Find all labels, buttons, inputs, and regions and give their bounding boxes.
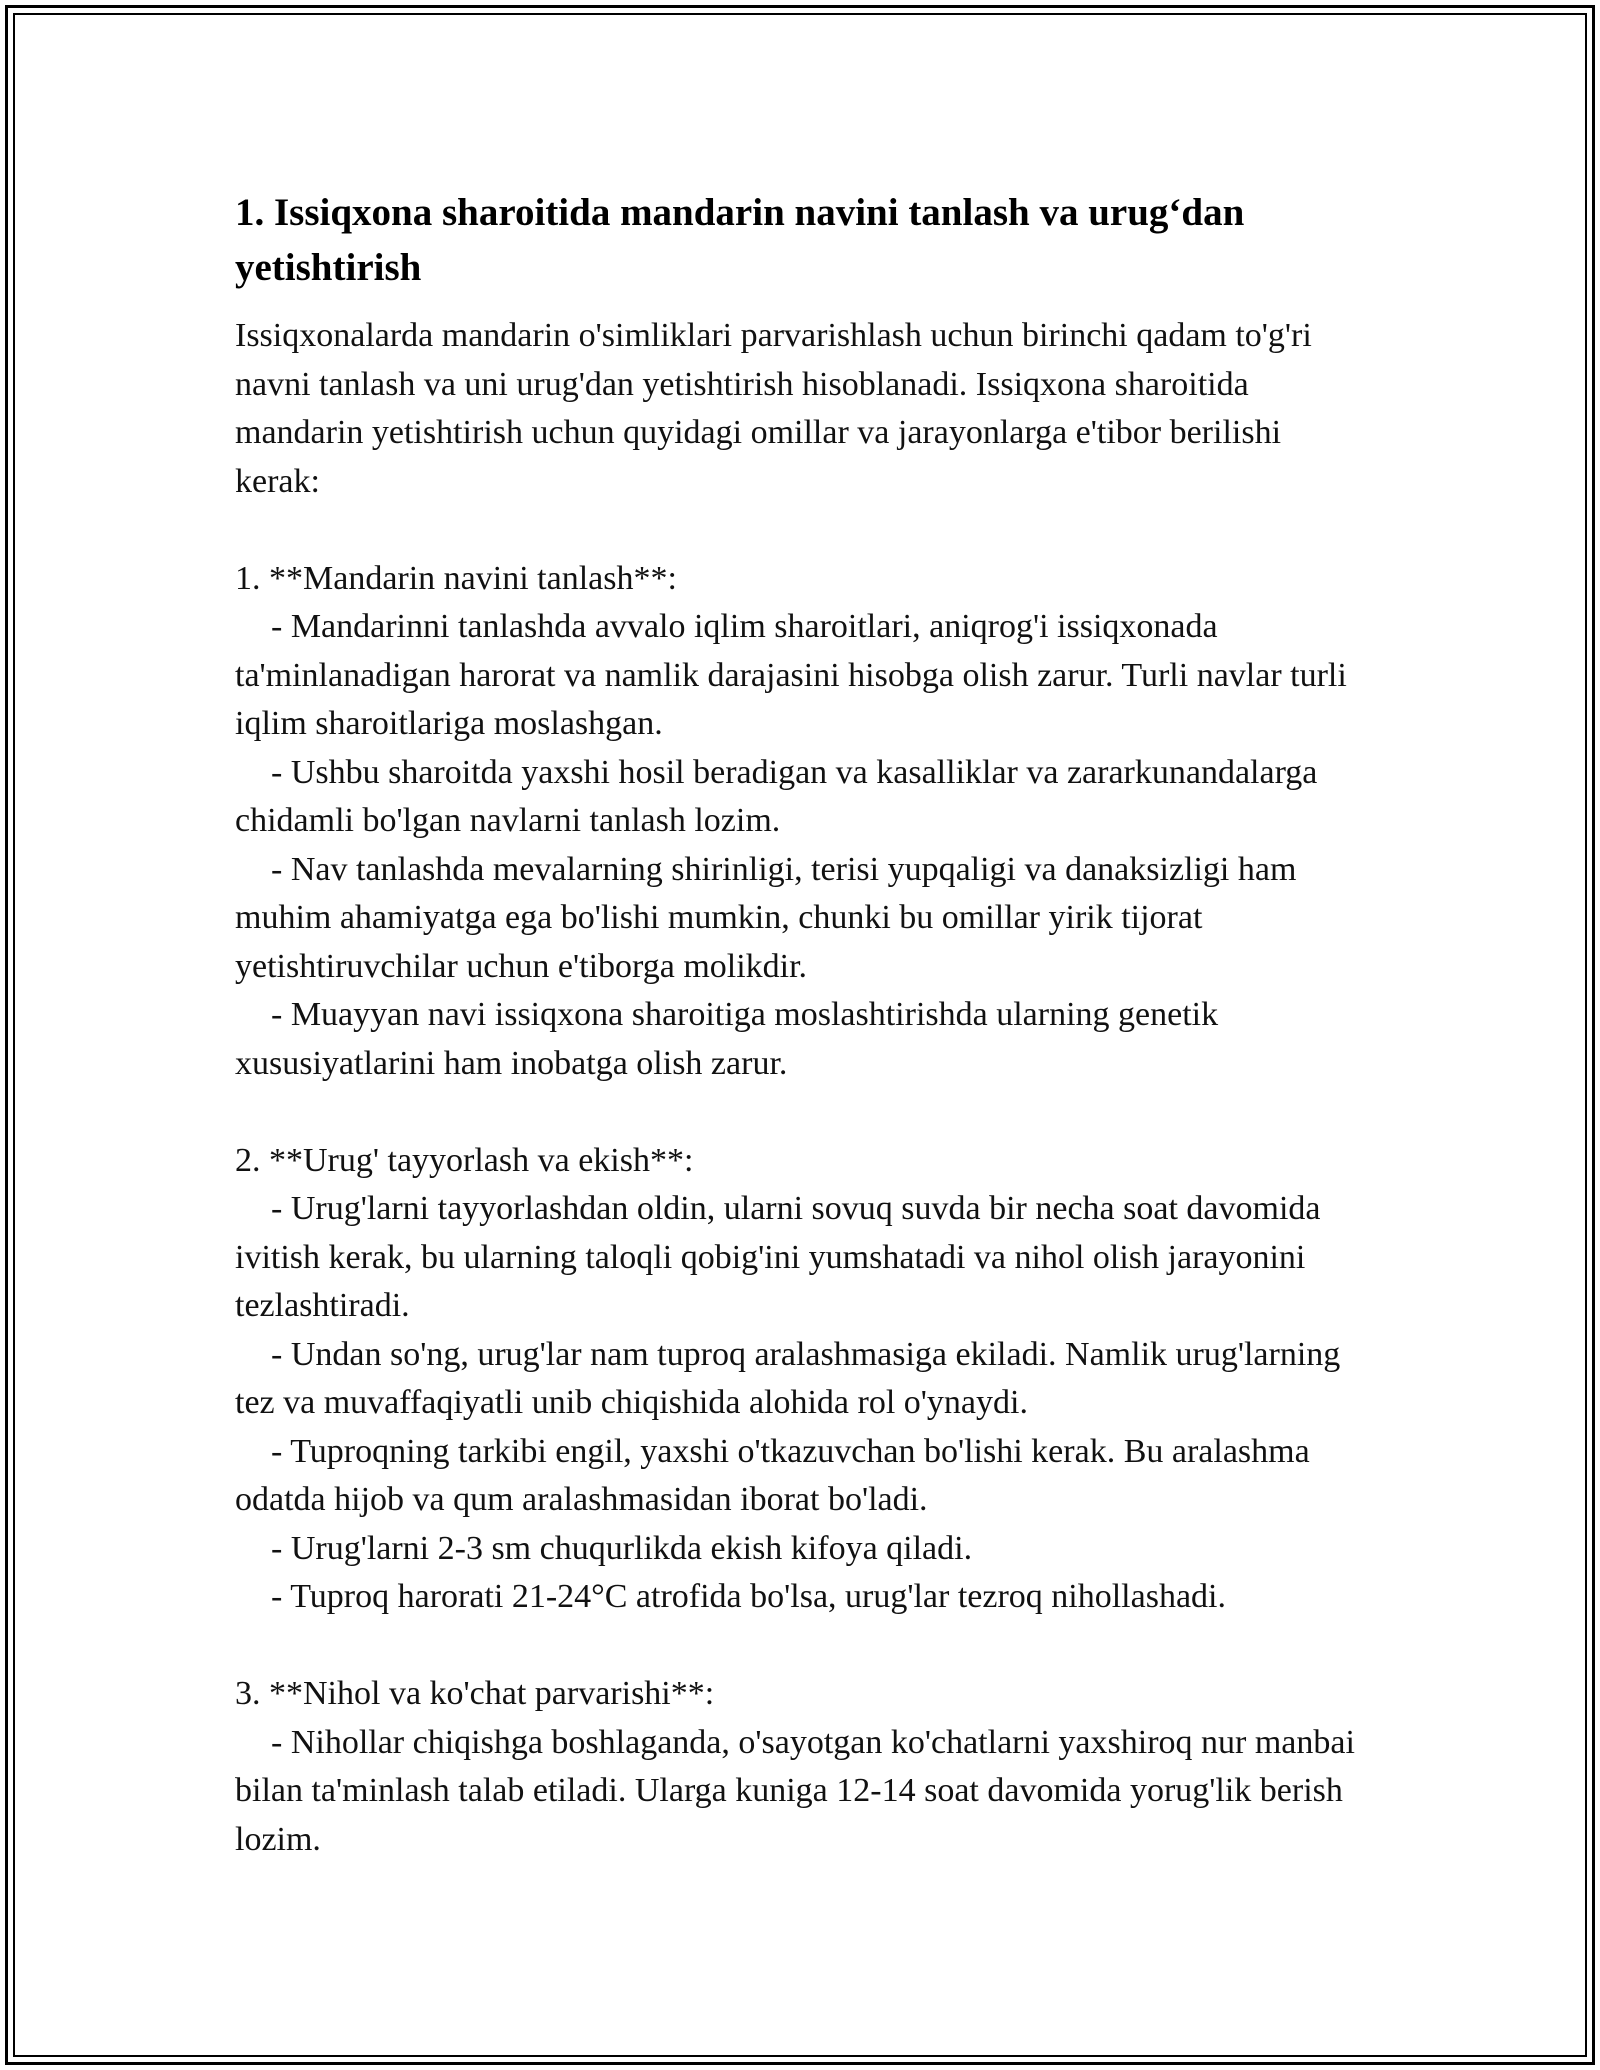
section-seed-preparation (235, 1137, 1370, 1622)
list-item: - Urug'larni 2-3 sm chuqurlikda ekish kifoya qiladi. (271, 1529, 973, 1567)
list-item: - Nihollar chiqishga boshlaganda, o'sayotgan ko'chatlarni yaxshiroq nur manbai bilan ta'minlash talab etiladi. Ularga kuniga 12-14 soat davomida yorug'lik berish lozim. (235, 1723, 1355, 1858)
section-variety-selection (235, 555, 1370, 1089)
list-item: - Tuproq harorati 21-24°C atrofida bo'lsa, urug'lar tezroq nihollashadi. (271, 1578, 1226, 1615)
document-title: 1. Issiqxona sharoitida mandarin navini tanlash va urug‘dan yetishtirish (235, 191, 1245, 289)
list-item: - Urug'larni tayyorlashdan oldin, ularni sovuq suvda bir necha soat davomida ivitish kerak, bu ularning taloqli qobig'ini yumshatadi va nihol olish jarayonini tezlashtiradi. (235, 1190, 1321, 1324)
list-item: - Tuproqning tarkibi engil, yaxshi o'tkazuvchan bo'lishi kerak. Bu aralashma odatda hijob va qum aralashmasidan iborat bo'ladi. (235, 1432, 1310, 1518)
section-seedling-care (235, 1670, 1370, 1864)
list-item: - Undan so'ng, urug'lar nam tuproq aralashmasiga ekiladi. Namlik urug'larning tez va muvaffaqiyatli unib chiqishida alohida rol o'ynaydi. (235, 1335, 1341, 1421)
section-heading: 1. **Mandarin navini tanlash**: (235, 559, 677, 597)
list-item: - Nav tanlashda mevalarning shirinligi, terisi yupqaligi va danaksizligi ham muhim ahamiyatga ega bo'lishi mumkin, chunki bu omillar yirik tijorat yetishtiruvchilar uchun e'tiborga molikdir. (235, 850, 1297, 985)
list-item: - Muayyan navi issiqxona sharoitiga moslashtirishda ularning genetik xususiyatlarini ham inobatga olish zarur. (235, 996, 1219, 1082)
section-heading: 3. **Nihol va ko'chat parvarishi**: (235, 1675, 715, 1712)
intro-paragraph: Issiqxonalarda mandarin o'simliklari parvarishlash uchun birinchi qadam to'g'ri navni tanlash va uni urug'dan yetishtirish hisoblanadi. Issiqxona sharoitida mandarin yetishtirish uchun quyidagi omillar va jarayonlarga e'tibor berilishi kerak: (235, 317, 1321, 500)
list-item: - Mandarinni tanlashda avvalo iqlim sharoitlari, aniqrog'i issiqxonada ta'minlanadigan harorat va namlik darajasini hisobga olish zarur. Turli navlar turli iqlim sharoitlariga moslashgan. (235, 608, 1347, 742)
section-heading: 2. **Urug' tayyorlash va ekish**: (235, 1141, 694, 1179)
document-body (235, 185, 1370, 1864)
list-item: - Ushbu sharoitda yaxshi hosil beradigan va kasalliklar va zararkunandalarga chidamli bo'lgan navlarni tanlash lozim. (235, 753, 1318, 839)
